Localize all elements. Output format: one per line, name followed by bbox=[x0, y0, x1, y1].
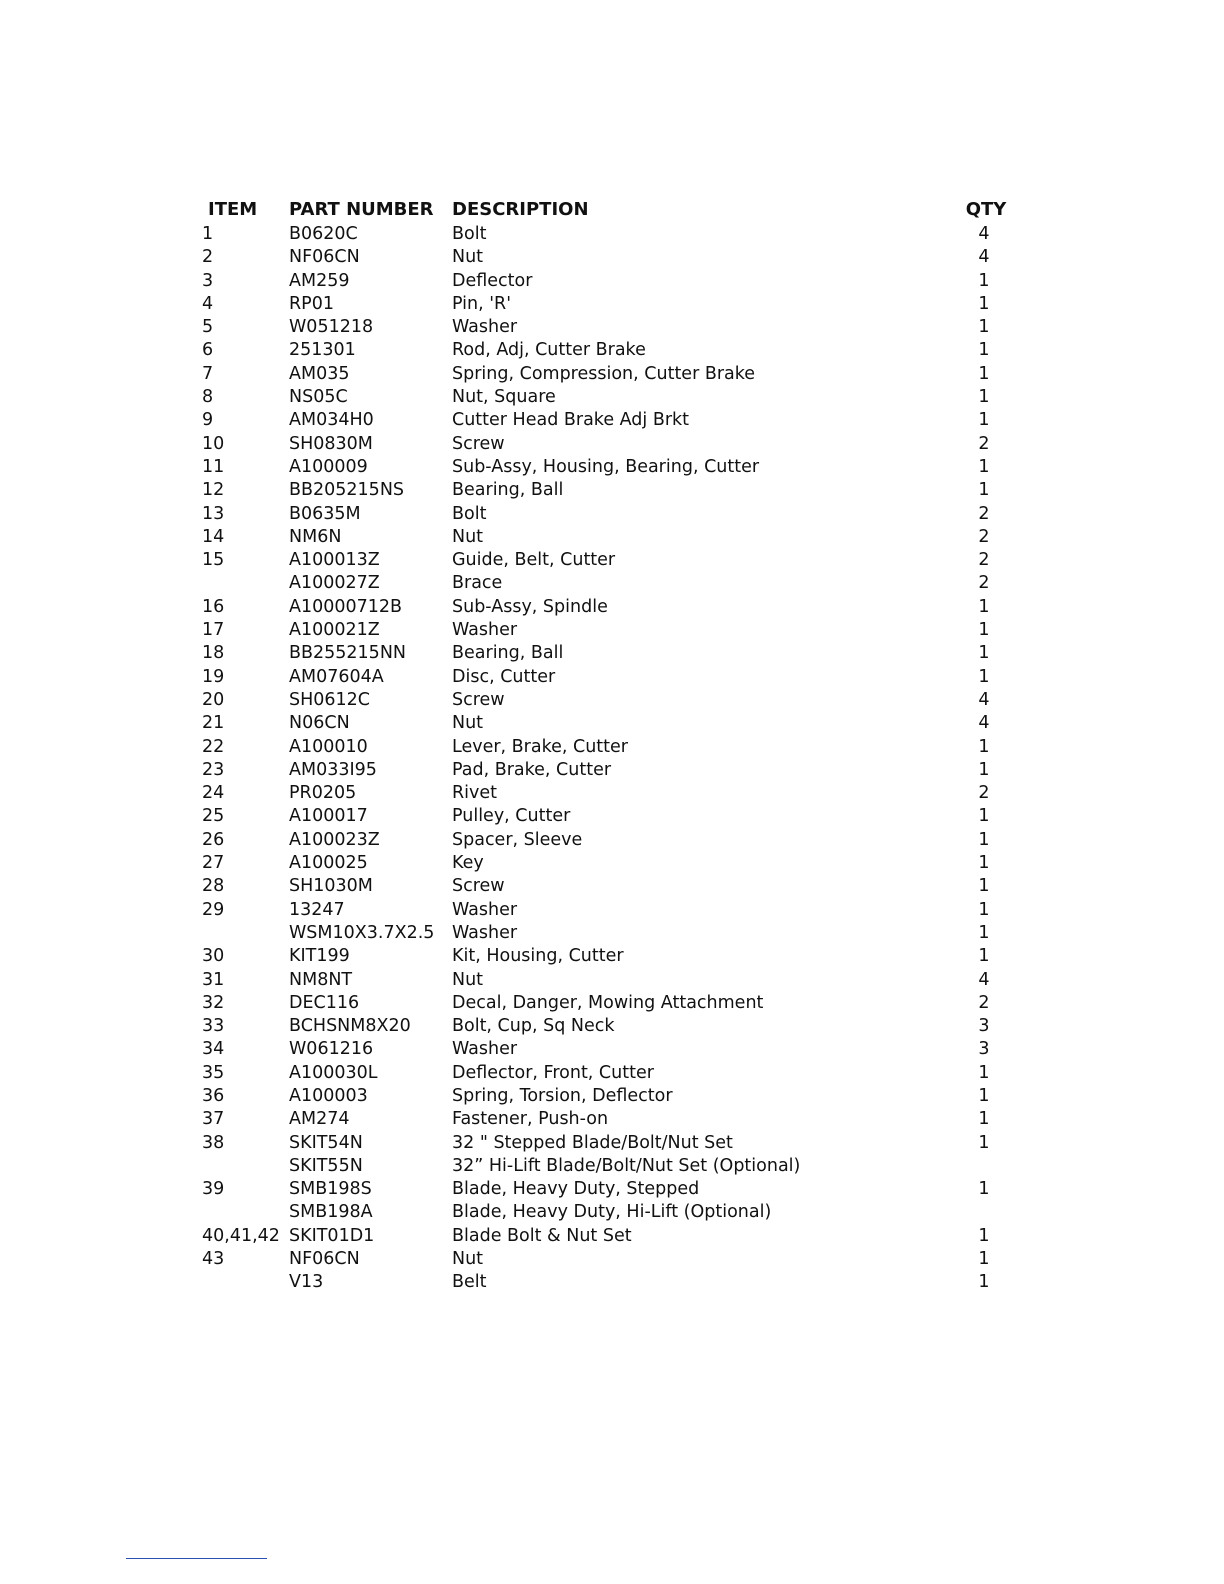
part-number-cell: W051218 bbox=[289, 317, 374, 338]
part-number-cell: A100025 bbox=[289, 853, 368, 874]
qty-cell: 1 bbox=[978, 666, 990, 687]
part-number-cell: DEC116 bbox=[289, 992, 360, 1013]
part-number-cell: WSM10X3.7X2.5 bbox=[289, 922, 435, 943]
table-row bbox=[202, 852, 1022, 875]
description-cell: Pin, 'R' bbox=[452, 293, 512, 314]
table-row bbox=[202, 316, 1022, 339]
qty-cell: 1 bbox=[978, 1062, 990, 1083]
qty-cell: 1 bbox=[978, 363, 990, 384]
description-cell: Guide, Belt, Cutter bbox=[452, 550, 616, 571]
table-row bbox=[202, 1178, 1022, 1201]
qty-cell: 1 bbox=[978, 1085, 990, 1106]
part-number-cell: A10000712B bbox=[289, 596, 403, 617]
part-number-cell: A100030L bbox=[289, 1062, 378, 1083]
part-number-cell: B0635M bbox=[289, 503, 361, 524]
qty-cell: 1 bbox=[978, 946, 990, 967]
description-cell: Deflector, Front, Cutter bbox=[452, 1062, 654, 1083]
table-row bbox=[202, 1201, 1022, 1224]
table-row bbox=[202, 409, 1022, 432]
item-cell: 40,41,42 bbox=[202, 1225, 280, 1246]
qty-cell: 1 bbox=[978, 806, 990, 827]
description-cell: Spring, Compression, Cutter Brake bbox=[452, 363, 756, 384]
table-row bbox=[202, 1015, 1022, 1038]
description-cell: Washer bbox=[452, 317, 518, 338]
part-number-cell: AM07604A bbox=[289, 666, 384, 687]
table-row bbox=[202, 1271, 1022, 1294]
table-row bbox=[202, 270, 1022, 293]
part-number-cell: KIT199 bbox=[289, 946, 350, 967]
qty-cell: 2 bbox=[978, 526, 990, 547]
item-cell: 27 bbox=[202, 853, 225, 874]
table-row bbox=[202, 945, 1022, 968]
table-row bbox=[202, 503, 1022, 526]
qty-cell: 1 bbox=[978, 317, 990, 338]
table-row bbox=[202, 479, 1022, 502]
item-cell: 12 bbox=[202, 480, 225, 501]
qty-cell: 1 bbox=[978, 596, 990, 617]
item-cell: 20 bbox=[202, 689, 225, 710]
description-cell: 32 " Stepped Blade/Bolt/Nut Set bbox=[452, 1132, 733, 1153]
description-cell: Cutter Head Brake Adj Brkt bbox=[452, 410, 690, 431]
item-cell: 24 bbox=[202, 783, 225, 804]
item-cell: 11 bbox=[202, 456, 225, 477]
header-qty: QTY bbox=[965, 199, 1007, 220]
description-cell: Bolt bbox=[452, 224, 487, 244]
header-part-number: PART NUMBER bbox=[289, 199, 434, 220]
description-cell: Pad, Brake, Cutter bbox=[452, 759, 612, 780]
item-cell: 28 bbox=[202, 876, 225, 897]
table-row bbox=[202, 526, 1022, 549]
part-number-cell: A100009 bbox=[289, 456, 368, 477]
table-row bbox=[202, 293, 1022, 316]
part-number-cell: AM033I95 bbox=[289, 759, 377, 780]
qty-cell: 1 bbox=[978, 410, 990, 431]
description-cell: Nut bbox=[452, 713, 484, 734]
item-cell: 21 bbox=[202, 713, 225, 734]
table-row bbox=[202, 689, 1022, 712]
item-cell: 22 bbox=[202, 736, 225, 757]
table-row bbox=[202, 1085, 1022, 1108]
description-cell: Sub-Assy, Housing, Bearing, Cutter bbox=[452, 456, 760, 477]
table-row bbox=[202, 596, 1022, 619]
part-number-cell: AM259 bbox=[289, 270, 350, 291]
item-cell: 30 bbox=[202, 946, 225, 967]
table-row bbox=[202, 899, 1022, 922]
qty-cell: 1 bbox=[978, 1179, 990, 1200]
item-cell: 8 bbox=[202, 387, 214, 408]
part-number-cell: NM8NT bbox=[289, 969, 353, 990]
qty-cell: 2 bbox=[978, 573, 990, 594]
description-cell: Sub-Assy, Spindle bbox=[452, 596, 608, 617]
part-number-cell: A100027Z bbox=[289, 573, 380, 594]
part-number-cell: AM274 bbox=[289, 1109, 350, 1130]
part-number-cell: SKIT01D1 bbox=[289, 1225, 375, 1246]
part-number-cell: RP01 bbox=[289, 293, 334, 314]
qty-cell: 1 bbox=[978, 736, 990, 757]
description-cell: 32” Hi-Lift Blade/Bolt/Nut Set (Optional) bbox=[452, 1155, 801, 1176]
description-cell: Blade Bolt & Nut Set bbox=[452, 1225, 632, 1246]
item-cell: 34 bbox=[202, 1039, 225, 1060]
item-cell: 43 bbox=[202, 1249, 225, 1270]
qty-cell: 1 bbox=[978, 620, 990, 641]
item-cell: 16 bbox=[202, 596, 225, 617]
table-row bbox=[202, 456, 1022, 479]
description-cell: Washer bbox=[452, 899, 518, 920]
qty-cell: 3 bbox=[978, 1039, 990, 1060]
qty-cell: 1 bbox=[978, 1225, 990, 1246]
qty-cell: 4 bbox=[978, 969, 990, 990]
part-number-cell: SH0830M bbox=[289, 433, 373, 454]
part-number-cell: NS05C bbox=[289, 387, 348, 408]
qty-cell: 1 bbox=[978, 922, 990, 943]
qty-cell: 1 bbox=[978, 270, 990, 291]
qty-cell: 1 bbox=[978, 759, 990, 780]
table-row bbox=[202, 1248, 1022, 1271]
qty-cell: 4 bbox=[978, 689, 990, 710]
description-cell: Deflector bbox=[452, 270, 533, 291]
table-row bbox=[202, 433, 1022, 456]
table-row bbox=[202, 666, 1022, 689]
description-cell: Fastener, Push-on bbox=[452, 1109, 609, 1130]
item-cell: 5 bbox=[202, 317, 214, 338]
part-number-cell: NM6N bbox=[289, 526, 342, 547]
table-row bbox=[202, 339, 1022, 362]
table-row bbox=[202, 829, 1022, 852]
item-cell: 13 bbox=[202, 503, 225, 524]
table-row bbox=[202, 619, 1022, 642]
item-cell: 14 bbox=[202, 526, 225, 547]
table-header bbox=[202, 197, 1022, 223]
table-row bbox=[202, 223, 1022, 246]
description-cell: Key bbox=[452, 853, 484, 874]
qty-cell: 1 bbox=[978, 1109, 990, 1130]
table-row bbox=[202, 1108, 1022, 1131]
qty-cell: 2 bbox=[978, 783, 990, 804]
description-cell: Nut bbox=[452, 1249, 484, 1270]
header-item: ITEM bbox=[208, 199, 258, 220]
qty-cell: 1 bbox=[978, 1249, 990, 1270]
description-cell: Rod, Adj, Cutter Brake bbox=[452, 340, 646, 361]
item-cell: 39 bbox=[202, 1179, 225, 1200]
table-row bbox=[202, 712, 1022, 735]
description-cell: Nut bbox=[452, 969, 484, 990]
item-cell: 36 bbox=[202, 1085, 225, 1106]
part-number-cell: V13 bbox=[289, 1272, 324, 1293]
table-row bbox=[202, 992, 1022, 1015]
part-number-cell: BB205215NS bbox=[289, 480, 405, 501]
part-number-cell: B0620C bbox=[289, 224, 358, 244]
table-row bbox=[202, 922, 1022, 945]
table-row bbox=[202, 246, 1022, 269]
part-number-cell: SH0612C bbox=[289, 689, 371, 710]
table-row bbox=[202, 1225, 1022, 1248]
item-cell: 18 bbox=[202, 643, 225, 664]
part-number-cell: SH1030M bbox=[289, 876, 373, 897]
qty-cell: 1 bbox=[978, 456, 990, 477]
item-cell: 32 bbox=[202, 992, 225, 1013]
table-row bbox=[202, 1132, 1022, 1155]
qty-cell: 2 bbox=[978, 992, 990, 1013]
qty-cell: 1 bbox=[978, 387, 990, 408]
description-cell: Brace bbox=[452, 573, 503, 594]
qty-cell: 1 bbox=[978, 876, 990, 897]
item-cell: 35 bbox=[202, 1062, 225, 1083]
description-cell: Washer bbox=[452, 922, 518, 943]
description-cell: Bearing, Ball bbox=[452, 643, 564, 664]
qty-cell: 1 bbox=[978, 643, 990, 664]
table-row bbox=[202, 1038, 1022, 1061]
description-cell: Rivet bbox=[452, 783, 498, 804]
qty-cell: 1 bbox=[978, 853, 990, 874]
description-cell: Lever, Brake, Cutter bbox=[452, 736, 628, 757]
footer-rule bbox=[126, 1558, 267, 1559]
qty-cell: 1 bbox=[978, 293, 990, 314]
description-cell: Bolt bbox=[452, 503, 487, 524]
item-cell: 29 bbox=[202, 899, 225, 920]
qty-cell: 1 bbox=[978, 899, 990, 920]
qty-cell: 2 bbox=[978, 433, 990, 454]
item-cell: 10 bbox=[202, 433, 225, 454]
description-cell: Washer bbox=[452, 1039, 518, 1060]
part-number-cell: 13247 bbox=[289, 899, 345, 920]
part-number-cell: W061216 bbox=[289, 1039, 374, 1060]
part-number-cell: A100023Z bbox=[289, 829, 380, 850]
description-cell: Washer bbox=[452, 620, 518, 641]
item-cell: 6 bbox=[202, 340, 214, 361]
part-number-cell: A100017 bbox=[289, 806, 368, 827]
description-cell: Decal, Danger, Mowing Attachment bbox=[452, 992, 764, 1013]
part-number-cell: A100013Z bbox=[289, 550, 380, 571]
qty-cell: 4 bbox=[978, 247, 990, 268]
part-number-cell: BB255215NN bbox=[289, 643, 406, 664]
qty-cell: 1 bbox=[978, 829, 990, 850]
table-row bbox=[202, 642, 1022, 665]
item-cell: 4 bbox=[202, 293, 214, 314]
table-row bbox=[202, 875, 1022, 898]
part-number-cell: A100021Z bbox=[289, 620, 380, 641]
table-row bbox=[202, 805, 1022, 828]
part-number-cell: BCHSNM8X20 bbox=[289, 1016, 411, 1037]
part-number-cell: PR0205 bbox=[289, 783, 357, 804]
description-cell: Spacer, Sleeve bbox=[452, 829, 583, 850]
table-body bbox=[202, 223, 1022, 1295]
table-row bbox=[202, 572, 1022, 595]
description-cell: Nut bbox=[452, 526, 484, 547]
description-cell: Disc, Cutter bbox=[452, 666, 556, 687]
qty-cell: 3 bbox=[978, 1016, 990, 1037]
table-row bbox=[202, 1062, 1022, 1085]
qty-cell: 4 bbox=[978, 713, 990, 734]
description-cell: Belt bbox=[452, 1272, 487, 1293]
header-description: DESCRIPTION bbox=[452, 199, 589, 220]
description-cell: Spring, Torsion, Deflector bbox=[452, 1085, 673, 1106]
qty-cell: 1 bbox=[978, 480, 990, 501]
part-number-cell: SMB198S bbox=[289, 1179, 372, 1200]
part-number-cell: AM035 bbox=[289, 363, 350, 384]
table-row bbox=[202, 363, 1022, 386]
item-cell: 15 bbox=[202, 550, 225, 571]
description-cell: Screw bbox=[452, 689, 505, 710]
item-cell: 26 bbox=[202, 829, 225, 850]
table-row bbox=[202, 1155, 1022, 1178]
qty-cell: 1 bbox=[978, 1132, 990, 1153]
qty-cell: 1 bbox=[978, 1272, 990, 1293]
item-cell: 17 bbox=[202, 620, 225, 641]
description-cell: Blade, Heavy Duty, Hi-Lift (Optional) bbox=[452, 1202, 772, 1223]
qty-cell: 4 bbox=[978, 224, 990, 244]
qty-cell: 1 bbox=[978, 340, 990, 361]
parts-table bbox=[202, 197, 1022, 1295]
part-number-cell: 251301 bbox=[289, 340, 356, 361]
table-row bbox=[202, 759, 1022, 782]
item-cell: 7 bbox=[202, 363, 214, 384]
description-cell: Pulley, Cutter bbox=[452, 806, 571, 827]
item-cell: 31 bbox=[202, 969, 225, 990]
qty-cell: 2 bbox=[978, 550, 990, 571]
description-cell: Bolt, Cup, Sq Neck bbox=[452, 1016, 615, 1037]
description-cell: Nut bbox=[452, 247, 484, 268]
part-number-cell: A100010 bbox=[289, 736, 368, 757]
qty-cell: 2 bbox=[978, 503, 990, 524]
item-cell: 9 bbox=[202, 410, 214, 431]
part-number-cell: NF06CN bbox=[289, 247, 360, 268]
part-number-cell: N06CN bbox=[289, 713, 350, 734]
part-number-cell: NF06CN bbox=[289, 1249, 360, 1270]
item-cell: 3 bbox=[202, 270, 214, 291]
item-cell: 33 bbox=[202, 1016, 225, 1037]
table-row bbox=[202, 549, 1022, 572]
item-cell: 1 bbox=[202, 224, 214, 244]
description-cell: Nut, Square bbox=[452, 387, 556, 408]
part-number-cell: SKIT55N bbox=[289, 1155, 363, 1176]
description-cell: Kit, Housing, Cutter bbox=[452, 946, 624, 967]
description-cell: Screw bbox=[452, 433, 505, 454]
item-cell: 23 bbox=[202, 759, 225, 780]
table-row bbox=[202, 782, 1022, 805]
item-cell: 2 bbox=[202, 247, 214, 268]
item-cell: 25 bbox=[202, 806, 225, 827]
part-number-cell: AM034H0 bbox=[289, 410, 374, 431]
part-number-cell: SMB198A bbox=[289, 1202, 373, 1223]
part-number-cell: SKIT54N bbox=[289, 1132, 363, 1153]
description-cell: Blade, Heavy Duty, Stepped bbox=[452, 1179, 700, 1200]
item-cell: 19 bbox=[202, 666, 225, 687]
table-row bbox=[202, 736, 1022, 759]
description-cell: Screw bbox=[452, 876, 505, 897]
table-row bbox=[202, 386, 1022, 409]
item-cell: 38 bbox=[202, 1132, 225, 1153]
description-cell: Bearing, Ball bbox=[452, 480, 564, 501]
item-cell: 37 bbox=[202, 1109, 225, 1130]
part-number-cell: A100003 bbox=[289, 1085, 368, 1106]
table-row bbox=[202, 969, 1022, 992]
